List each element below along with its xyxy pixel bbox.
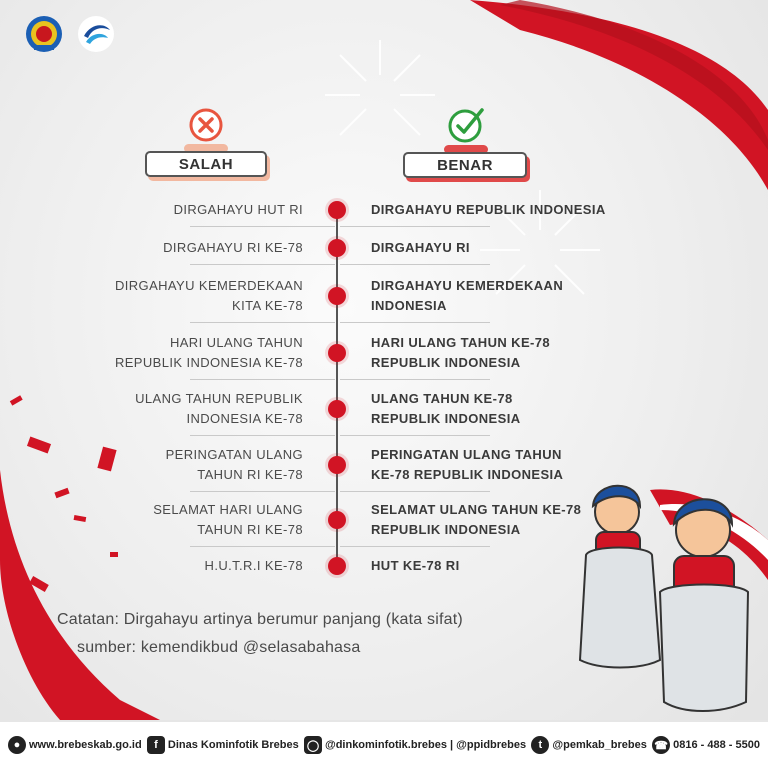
cross-icon bbox=[188, 107, 224, 143]
globe-icon: ● bbox=[8, 736, 26, 754]
row-separator bbox=[340, 322, 490, 323]
twitter-text: @pemkab_brebes bbox=[552, 739, 647, 751]
row-separator bbox=[190, 491, 335, 492]
wrong-phrase bbox=[43, 445, 303, 485]
correct-phrase bbox=[371, 333, 631, 373]
wrong-phrase-line: DIRGAHAYU HUT RI bbox=[173, 202, 303, 217]
wrong-phrase-line: HARI ULANG TAHUN bbox=[169, 335, 303, 350]
correct-phrase-line: REPUBLIK INDONESIA bbox=[371, 522, 521, 537]
row-separator bbox=[340, 435, 490, 436]
timeline-dot bbox=[328, 557, 346, 575]
wrong-phrase-line: INDONESIA KE-78 bbox=[186, 411, 303, 426]
website-prefix: www. bbox=[29, 739, 58, 751]
correct-phrase-line: INDONESIA bbox=[371, 298, 447, 313]
wrong-phrase bbox=[43, 200, 303, 220]
correct-phrase bbox=[371, 389, 631, 429]
wrong-phrase-line: REPUBLIK INDONESIA KE-78 bbox=[114, 355, 303, 370]
row-separator bbox=[190, 379, 335, 380]
correct-phrase-line: DIRGAHAYU KEMERDEKAAN bbox=[371, 278, 564, 293]
correct-phrase-line: PERINGATAN ULANG TAHUN bbox=[371, 447, 562, 462]
instagram-text: @dinkominfotik.brebes | @ppidbrebes bbox=[324, 739, 527, 751]
timeline-dot bbox=[328, 201, 346, 219]
correct-phrase-line: DIRGAHAYU RI bbox=[371, 240, 470, 255]
row-separator bbox=[190, 226, 335, 227]
whatsapp-text: 0816 - 488 - 5500 bbox=[673, 739, 760, 751]
wrong-phrase-line: PERINGATAN ULANG bbox=[165, 447, 303, 462]
facebook-icon: f bbox=[147, 736, 165, 754]
footer-bar bbox=[0, 720, 768, 768]
correct-phrase-line: SELAMAT ULANG TAHUN KE-78 bbox=[371, 502, 582, 517]
correct-phrase-line: HUT KE-78 RI bbox=[371, 558, 460, 573]
timeline-dot bbox=[328, 344, 346, 362]
whatsapp-icon: ☎ bbox=[652, 736, 670, 754]
wrong-phrase-line: DIRGAHAYU RI KE-78 bbox=[163, 240, 303, 255]
wrong-phrase-line: ULANG TAHUN REPUBLIK bbox=[135, 391, 303, 406]
correct-phrase-line: DIRGAHAYU REPUBLIK INDONESIA bbox=[371, 202, 606, 217]
row-separator bbox=[190, 264, 335, 265]
timeline-dot bbox=[328, 400, 346, 418]
source-text: sumber: kemendikbud @selasabahasa bbox=[77, 639, 361, 656]
wrong-phrase-line: SELAMAT HARI ULANG bbox=[153, 502, 303, 517]
row-separator bbox=[190, 546, 335, 547]
footer-whatsapp[interactable] bbox=[652, 736, 760, 754]
sack-race-kids-illustration bbox=[560, 470, 768, 715]
correct-phrase-line: ULANG TAHUN KE-78 bbox=[371, 391, 513, 406]
wrong-phrase bbox=[43, 389, 303, 429]
row-separator bbox=[190, 322, 335, 323]
twitter-icon: t bbox=[531, 736, 549, 754]
wrong-phrase-line: H.U.T.R.I KE-78 bbox=[204, 558, 303, 573]
note-text: Catatan: Dirgahayu artinya berumur panjang (kata sifat) bbox=[57, 611, 463, 628]
facebook-text: Dinas Kominfotik Brebes bbox=[167, 739, 299, 751]
timeline-dot bbox=[328, 511, 346, 529]
correct-phrase-line: KE-78 REPUBLIK INDONESIA bbox=[371, 467, 564, 482]
wrong-phrase bbox=[43, 333, 303, 373]
comparison-row bbox=[0, 389, 768, 429]
timeline-dot bbox=[328, 456, 346, 474]
row-separator bbox=[340, 491, 490, 492]
wrong-phrase-line: KITA KE-78 bbox=[232, 298, 303, 313]
correct-phrase bbox=[371, 238, 631, 258]
correct-phrase bbox=[371, 200, 631, 220]
footer-facebook[interactable] bbox=[147, 736, 299, 754]
footer-website[interactable] bbox=[8, 736, 142, 754]
row-separator bbox=[340, 264, 490, 265]
correct-phrase-line: HARI ULANG TAHUN KE-78 bbox=[371, 335, 551, 350]
benar-header: BENAR bbox=[403, 152, 527, 178]
comparison-row bbox=[0, 238, 768, 258]
brebes-regency-logo bbox=[24, 14, 64, 54]
comparison-row bbox=[0, 333, 768, 373]
correct-phrase-line: REPUBLIK INDONESIA bbox=[371, 411, 521, 426]
comparison-row bbox=[0, 276, 768, 316]
salah-header: SALAH bbox=[145, 151, 267, 177]
wrong-phrase bbox=[43, 276, 303, 316]
comparison-row bbox=[0, 200, 768, 220]
correct-phrase bbox=[371, 276, 631, 316]
timeline-dot bbox=[328, 287, 346, 305]
timeline-dot bbox=[328, 239, 346, 257]
wrong-phrase-line: TAHUN RI KE-78 bbox=[197, 522, 303, 537]
wrong-phrase bbox=[43, 238, 303, 258]
wrong-phrase bbox=[43, 556, 303, 576]
website-text: brebeskab.go.id bbox=[57, 739, 142, 751]
kominfo-logo bbox=[76, 14, 116, 54]
footer-instagram[interactable] bbox=[304, 736, 526, 754]
wrong-phrase bbox=[43, 500, 303, 540]
row-separator bbox=[340, 379, 490, 380]
correct-phrase-line: REPUBLIK INDONESIA bbox=[371, 355, 521, 370]
row-separator bbox=[340, 226, 490, 227]
wrong-phrase-line: TAHUN RI KE-78 bbox=[197, 467, 303, 482]
check-icon bbox=[447, 106, 487, 144]
wrong-phrase-line: DIRGAHAYU KEMERDEKAAN bbox=[114, 278, 303, 293]
row-separator bbox=[340, 546, 490, 547]
instagram-icon: ◯ bbox=[304, 736, 322, 754]
row-separator bbox=[190, 435, 335, 436]
footer-twitter[interactable] bbox=[531, 736, 647, 754]
